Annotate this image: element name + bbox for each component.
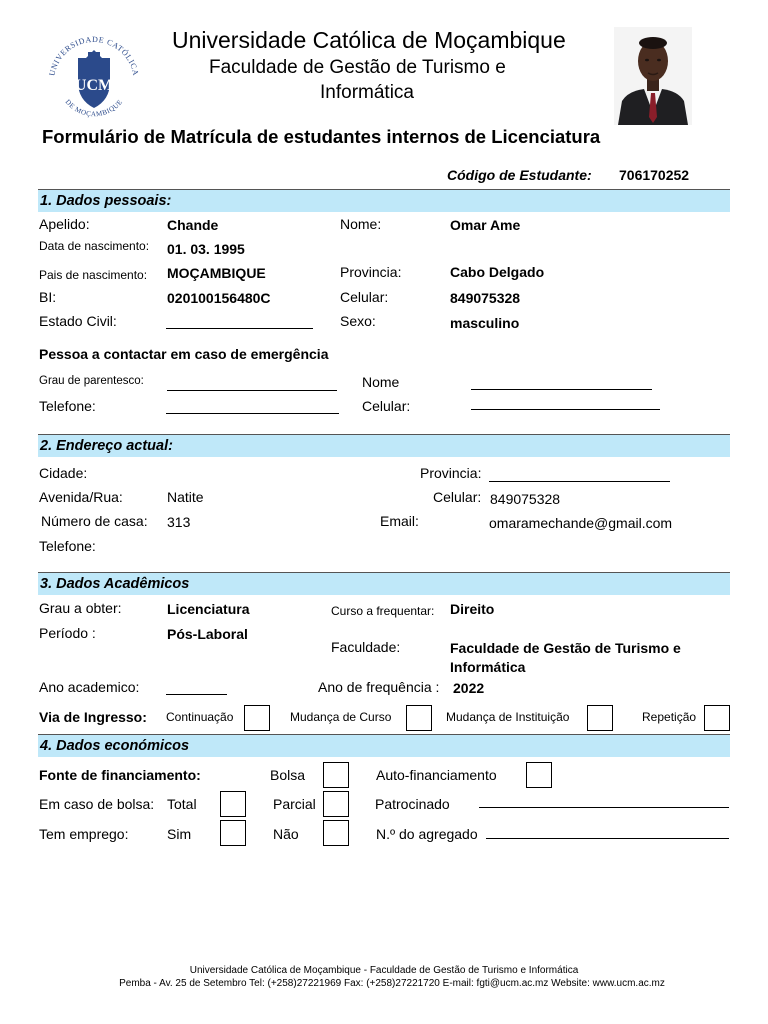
via-mudanca-curso-checkbox[interactable]	[406, 705, 432, 731]
pais-value[interactable]: MOÇAMBIQUE	[167, 265, 266, 281]
email-value[interactable]: omaramechande@gmail.com	[489, 515, 673, 531]
nascimento-label: Data de nascimento:	[39, 239, 150, 253]
emergency-celular-label: Celular:	[362, 398, 411, 414]
section-economic-header: 4. Dados económicos	[38, 734, 730, 757]
faculty-name-line2: Informática	[320, 82, 414, 103]
bolsa-label: Bolsa	[270, 767, 306, 783]
patrocinado-field[interactable]	[479, 807, 729, 808]
section-academic-header: 3. Dados Acadêmicos	[38, 572, 730, 595]
university-logo	[40, 30, 148, 128]
form-title: Formulário de Matrícula de estudantes internos de Licenciatura	[42, 126, 601, 147]
faculdade-value-line1[interactable]: Faculdade de Gestão de Turismo e	[450, 640, 681, 656]
total-label: Total	[167, 796, 197, 812]
fonte-financiamento-label: Fonte de financiamento:	[39, 767, 201, 783]
avenida-label: Avenida/Rua:	[39, 489, 123, 505]
apelido-value[interactable]: Chande	[167, 217, 219, 233]
auto-financiamento-checkbox[interactable]	[526, 762, 552, 788]
email-label: Email:	[380, 513, 419, 529]
nao-label: Não	[273, 826, 299, 842]
student-code-label: Código de Estudante:	[447, 167, 592, 183]
student-photo	[614, 27, 692, 125]
section-address-header: 2. Endereço actual:	[38, 434, 730, 457]
casa-value[interactable]: 313	[167, 514, 191, 530]
emergency-nome-field[interactable]	[471, 389, 652, 390]
nascimento-value[interactable]: 01. 03. 1995	[167, 241, 245, 257]
bi-label: BI:	[39, 289, 57, 305]
address-provincia-field[interactable]	[489, 481, 670, 482]
sim-label: Sim	[167, 826, 192, 842]
bolsa-checkbox[interactable]	[323, 762, 349, 788]
nome-value[interactable]: Omar Ame	[450, 217, 521, 233]
faculdade-value-line2[interactable]: Informática	[450, 659, 526, 675]
ano-academico-field[interactable]	[166, 694, 227, 695]
sim-checkbox[interactable]	[220, 820, 246, 846]
parcial-checkbox[interactable]	[323, 791, 349, 817]
address-provincia-label: Provincia:	[420, 465, 482, 481]
via-continuacao-checkbox[interactable]	[244, 705, 270, 731]
patrocinado-label: Patrocinado	[375, 796, 450, 812]
address-celular-label: Celular:	[433, 489, 482, 505]
emergency-telefone-label: Telefone:	[39, 398, 96, 414]
grau-parentesco-label: Grau de parentesco:	[39, 375, 144, 387]
provincia-label: Provincia:	[340, 264, 402, 280]
estado-civil-label: Estado Civil:	[39, 313, 117, 329]
via-mudanca-instituicao-checkbox[interactable]	[587, 705, 613, 731]
emergency-nome-label: Nome	[362, 374, 400, 390]
ano-frequencia-label: Ano de frequência :	[318, 679, 440, 695]
via-continuacao-label: Continuação	[166, 710, 234, 724]
sexo-label: Sexo:	[340, 313, 376, 329]
periodo-value[interactable]: Pós-Laboral	[167, 626, 248, 642]
apelido-label: Apelido:	[39, 216, 90, 232]
address-telefone-label: Telefone:	[39, 538, 96, 554]
pais-label: Pais de nascimento:	[39, 268, 148, 282]
footer-line1: Universidade Católica de Moçambique - Faculdade de Gestão de Turismo e Informática	[189, 965, 579, 976]
emergency-telefone-field[interactable]	[166, 413, 339, 414]
section-personal-header: 1. Dados pessoais:	[38, 189, 730, 212]
casa-label: Número de casa:	[41, 513, 148, 529]
total-checkbox[interactable]	[220, 791, 246, 817]
address-celular-value[interactable]: 849075328	[490, 491, 561, 507]
curso-value[interactable]: Direito	[450, 601, 495, 617]
bi-value[interactable]: 020100156480C	[167, 290, 271, 306]
avenida-value[interactable]: Natite	[167, 489, 204, 505]
celular-value[interactable]: 849075328	[450, 290, 521, 306]
emergency-celular-field[interactable]	[471, 409, 660, 410]
emprego-label: Tem emprego:	[39, 826, 129, 842]
curso-label: Curso a frequentar:	[331, 604, 435, 618]
university-name: Universidade Católica de Moçambique	[172, 27, 566, 53]
auto-financiamento-label: Auto-financiamento	[376, 767, 497, 783]
via-ingresso-label: Via de Ingresso:	[39, 709, 147, 725]
nao-checkbox[interactable]	[323, 820, 349, 846]
nome-label: Nome:	[340, 216, 382, 232]
via-repeticao-checkbox[interactable]	[704, 705, 730, 731]
student-code-value: 706170252	[619, 167, 690, 183]
grau-obter-value[interactable]: Licenciatura	[167, 601, 250, 617]
svg-text:UCM: UCM	[74, 77, 114, 94]
footer-line2: Pemba - Av. 25 de Setembro Tel: (+258)27221969 Fax: (+258)27221720 E-mail: fgti@ucm.ac.mz Website: www.ucm.ac.mz	[119, 978, 665, 989]
via-mudanca-instituicao-label: Mudança de Instituição	[446, 710, 570, 724]
sexo-value[interactable]: masculino	[450, 315, 520, 331]
cidade-label: Cidade:	[39, 465, 88, 481]
ano-frequencia-value[interactable]: 2022	[453, 680, 485, 696]
periodo-label: Período :	[39, 625, 96, 641]
svg-text:DE MOÇAMBIQUE: DE MOÇAMBIQUE	[63, 97, 125, 119]
faculty-name-line1: Faculdade de Gestão de Turismo e	[209, 57, 506, 78]
caso-bolsa-label: Em caso de bolsa:	[39, 796, 155, 812]
agregado-field[interactable]	[486, 838, 729, 839]
provincia-value[interactable]: Cabo Delgado	[450, 264, 545, 280]
faculdade-label: Faculdade:	[331, 639, 401, 655]
ano-academico-label: Ano academico:	[39, 679, 140, 695]
celular-label: Celular:	[340, 289, 389, 305]
parcial-label: Parcial	[273, 796, 316, 812]
agregado-label: N.º do agregado	[376, 826, 478, 842]
via-repeticao-label: Repetição	[642, 710, 697, 724]
via-mudanca-curso-label: Mudança de Curso	[290, 710, 392, 724]
estado-civil-field[interactable]	[166, 328, 313, 329]
emergency-title: Pessoa a contactar em caso de emergência	[39, 346, 329, 362]
svg-text:UNIVERSIDADE CATÓLICA: UNIVERSIDADE CATÓLICA	[47, 34, 141, 77]
grau-parentesco-field[interactable]	[167, 390, 337, 391]
grau-obter-label: Grau a obter:	[39, 600, 122, 616]
